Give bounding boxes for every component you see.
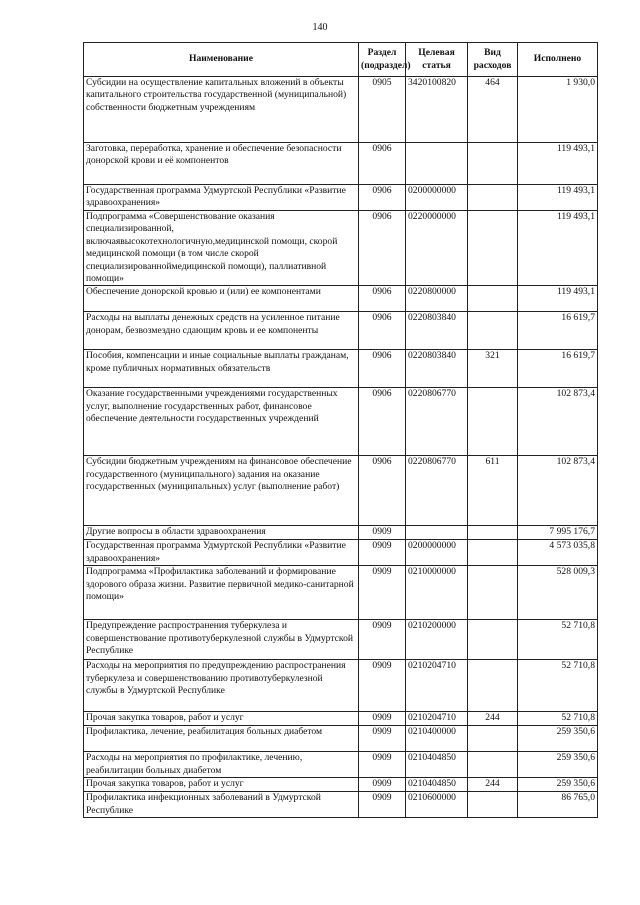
cell-executed: 119 493,1 bbox=[518, 286, 598, 312]
cell-name: Профилактика инфекционных заболеваний в Удмуртской Республике bbox=[84, 792, 359, 818]
cell-section: 0909 bbox=[359, 778, 406, 792]
cell-section: 0909 bbox=[359, 752, 406, 778]
table-row bbox=[84, 211, 598, 286]
cell-kind: 244 bbox=[468, 712, 518, 726]
cell-target: 0200000000 bbox=[406, 185, 468, 211]
page-number: 140 bbox=[312, 22, 328, 33]
cell-target: 3420100820 bbox=[406, 77, 468, 143]
table-row bbox=[84, 185, 598, 211]
cell-name: Подпрограмма «Профилактика заболеваний и формирование здорового образа жизни. Развитие первичной медико-санитарной помощи» bbox=[84, 566, 359, 620]
budget-table bbox=[83, 42, 598, 818]
header-section: Раздел (подраздел) bbox=[359, 43, 406, 77]
cell-kind: 464 bbox=[468, 77, 518, 143]
header-kind: Вид расходов bbox=[468, 43, 518, 77]
cell-target: 0210000000 bbox=[406, 566, 468, 620]
header-target: Целевая статья bbox=[406, 43, 468, 77]
table-row bbox=[84, 620, 598, 660]
cell-kind bbox=[468, 143, 518, 185]
cell-target: 0200000000 bbox=[406, 540, 468, 566]
cell-executed: 259 350,6 bbox=[518, 778, 598, 792]
cell-executed: 528 009,3 bbox=[518, 566, 598, 620]
cell-section: 0909 bbox=[359, 540, 406, 566]
cell-name: Государственная программа Удмуртской Республики «Развитие здравоохранения» bbox=[84, 540, 359, 566]
cell-executed: 52 710,8 bbox=[518, 712, 598, 726]
table-row bbox=[84, 660, 598, 712]
cell-executed: 16 619,7 bbox=[518, 312, 598, 350]
header-name: Наименование bbox=[84, 43, 359, 77]
cell-section: 0905 bbox=[359, 77, 406, 143]
table-row bbox=[84, 540, 598, 566]
table-row bbox=[84, 456, 598, 526]
table-row bbox=[84, 712, 598, 726]
cell-name: Субсидии бюджетным учреждениям на финансовое обеспечение государственного (муниципального) задания на оказание государственных (муниципальных) услуг (выполнение работ) bbox=[84, 456, 359, 526]
table-row bbox=[84, 143, 598, 185]
table-row bbox=[84, 312, 598, 350]
cell-executed: 259 350,6 bbox=[518, 726, 598, 752]
cell-target: 0210204710 bbox=[406, 712, 468, 726]
cell-target: 0220806770 bbox=[406, 456, 468, 526]
cell-name: Другие вопросы в области здравоохранения bbox=[84, 526, 359, 540]
cell-name: Субсидии на осуществление капитальных вложений в объекты капитального строительства государственной (муниципальной) собственности бюджетным учреждениям bbox=[84, 77, 359, 143]
cell-name: Прочая закупка товаров, работ и услуг bbox=[84, 778, 359, 792]
cell-executed: 52 710,8 bbox=[518, 620, 598, 660]
cell-kind bbox=[468, 312, 518, 350]
cell-kind bbox=[468, 286, 518, 312]
cell-target: 0220800000 bbox=[406, 286, 468, 312]
table-row bbox=[84, 726, 598, 752]
cell-target: 0220000000 bbox=[406, 211, 468, 286]
cell-name: Расходы на выплаты денежных средств на усиленное питание донорам, безвозмездно сдающим кровь и ее компоненты bbox=[84, 312, 359, 350]
cell-name: Подпрограмма «Совершенствование оказания специализированной, включаявысокотехнологичную,медицинской помощи, скорой медицинской помощи (в том числе скорой специализированноймедицинской помощи), паллиативной помощи» bbox=[84, 211, 359, 286]
cell-kind bbox=[468, 752, 518, 778]
cell-name: Оказание государственными учреждениями государственных услуг, выполнение государственных работ, финансовое обеспечение деятельности государственных учреждений bbox=[84, 388, 359, 456]
cell-kind: 611 bbox=[468, 456, 518, 526]
table-header-row bbox=[84, 43, 598, 77]
cell-name: Предупреждение распространения туберкулеза и совершенствование противотуберкулезной службы в Удмуртской Республике bbox=[84, 620, 359, 660]
cell-section: 0909 bbox=[359, 792, 406, 818]
cell-executed: 7 995 176,7 bbox=[518, 526, 598, 540]
cell-section: 0906 bbox=[359, 456, 406, 526]
cell-kind bbox=[468, 620, 518, 660]
cell-target: 0210404850 bbox=[406, 752, 468, 778]
cell-section: 0906 bbox=[359, 185, 406, 211]
cell-section: 0909 bbox=[359, 726, 406, 752]
cell-target: 0210400000 bbox=[406, 726, 468, 752]
cell-executed: 1 930,0 bbox=[518, 77, 598, 143]
table-row bbox=[84, 792, 598, 818]
cell-section: 0906 bbox=[359, 286, 406, 312]
table-row bbox=[84, 350, 598, 388]
cell-target: 0220806770 bbox=[406, 388, 468, 456]
cell-kind bbox=[468, 185, 518, 211]
cell-kind bbox=[468, 660, 518, 712]
cell-kind bbox=[468, 526, 518, 540]
cell-kind bbox=[468, 211, 518, 286]
cell-section: 0909 bbox=[359, 620, 406, 660]
cell-executed: 259 350,6 bbox=[518, 752, 598, 778]
cell-executed: 86 765,0 bbox=[518, 792, 598, 818]
cell-target: 0210600000 bbox=[406, 792, 468, 818]
cell-section: 0909 bbox=[359, 660, 406, 712]
cell-target bbox=[406, 143, 468, 185]
table-row bbox=[84, 566, 598, 620]
cell-executed: 119 493,1 bbox=[518, 143, 598, 185]
cell-kind: 244 bbox=[468, 778, 518, 792]
cell-target: 0210204710 bbox=[406, 660, 468, 712]
cell-target: 0220803840 bbox=[406, 312, 468, 350]
cell-target: 0220803840 bbox=[406, 350, 468, 388]
cell-kind bbox=[468, 566, 518, 620]
cell-kind: 321 bbox=[468, 350, 518, 388]
table-row bbox=[84, 778, 598, 792]
cell-name: Государственная программа Удмуртской Республики «Развитие здравоохранения» bbox=[84, 185, 359, 211]
cell-name: Расходы на мероприятия по предупреждению распространения туберкулеза и совершенствованию противотуберкулезной службы в Удмуртской Республике bbox=[84, 660, 359, 712]
cell-executed: 16 619,7 bbox=[518, 350, 598, 388]
cell-kind bbox=[468, 540, 518, 566]
cell-executed: 119 493,1 bbox=[518, 211, 598, 286]
table-row bbox=[84, 526, 598, 540]
cell-name: Обеспечение донорской кровью и (или) ее компонентами bbox=[84, 286, 359, 312]
cell-executed: 119 493,1 bbox=[518, 185, 598, 211]
cell-section: 0909 bbox=[359, 566, 406, 620]
table-row bbox=[84, 388, 598, 456]
cell-section: 0906 bbox=[359, 211, 406, 286]
cell-kind bbox=[468, 792, 518, 818]
cell-executed: 102 873,4 bbox=[518, 388, 598, 456]
cell-name: Пособия, компенсации и иные социальные выплаты гражданам, кроме публичных нормативных обязательств bbox=[84, 350, 359, 388]
cell-name: Заготовка, переработка, хранение и обеспечение безопасности донорской крови и её компонентов bbox=[84, 143, 359, 185]
cell-kind bbox=[468, 388, 518, 456]
cell-executed: 52 710,8 bbox=[518, 660, 598, 712]
cell-section: 0906 bbox=[359, 388, 406, 456]
cell-kind bbox=[468, 726, 518, 752]
cell-section: 0906 bbox=[359, 350, 406, 388]
table-row bbox=[84, 752, 598, 778]
cell-name: Расходы на мероприятия по профилактике, лечению, реабилитации больных диабетом bbox=[84, 752, 359, 778]
cell-section: 0909 bbox=[359, 526, 406, 540]
cell-section: 0909 bbox=[359, 712, 406, 726]
cell-target: 0210404850 bbox=[406, 778, 468, 792]
table-row bbox=[84, 286, 598, 312]
cell-section: 0906 bbox=[359, 143, 406, 185]
cell-target: 0210200000 bbox=[406, 620, 468, 660]
cell-executed: 4 573 035,8 bbox=[518, 540, 598, 566]
cell-section: 0906 bbox=[359, 312, 406, 350]
cell-name: Прочая закупка товаров, работ и услуг bbox=[84, 712, 359, 726]
cell-target bbox=[406, 526, 468, 540]
cell-name: Профилактика, лечение, реабилитация больных диабетом bbox=[84, 726, 359, 752]
header-executed: Исполнено bbox=[518, 43, 598, 77]
table-row bbox=[84, 77, 598, 143]
cell-executed: 102 873,4 bbox=[518, 456, 598, 526]
